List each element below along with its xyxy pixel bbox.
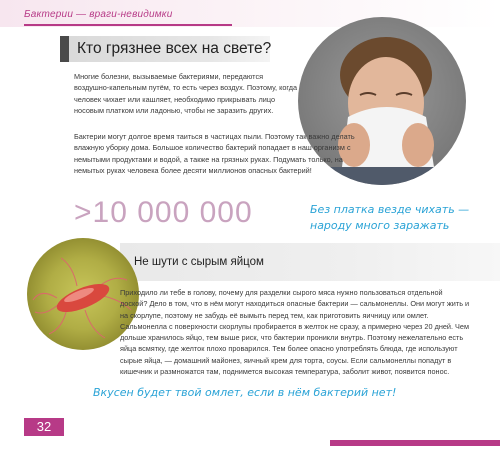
page-number: 32 [36, 419, 52, 434]
header-rule [24, 24, 232, 26]
running-title: Бактерии — враги-невидимки [24, 9, 173, 20]
paragraph-salmonella: Приходило ли тебе в голову, почему для разделки сырого мяса нужно пользоваться отдельной доской? Дело в том, что в нём могут находиться опасные бактерии — сальмонеллы. Они могут жить и на скорлупе, поэтому не забудь её вымыть перед тем, как приготовить яичницу или омлет. Сальмонелла с поверхности скорлупы пробирается в желток не сразу, а примерно через 20 дней. Чем дольше хранилось яйцо, тем выше риск, что бактерии проникли внутрь. Поэтому нежелательно есть яйца всмятку, где желток плохо проварился. Тем более опасно употреблять блюда, где используют сырые яйца, — домашний майонез, яичный крем для торта, соусы. Если сальмонеллы попадут в кишечник и размножатся там, поднимется высокая температура, заболит живот, появится понос. [120, 288, 470, 377]
slogan-omelet: Вкусен будет твой омлет, если в нём бактерий нет! [93, 386, 397, 399]
article-title: Кто грязнее всех на свете? [77, 40, 272, 57]
section2-title: Не шути с сырым яйцом [134, 256, 264, 268]
footer-rule [330, 440, 500, 446]
paragraph-1: Многие болезни, вызываемые бактериями, передаются воздушно-капельным путём, то есть через воздух. Поэтому, когда человек чихает или кашляет, необходимо прикрывать лицо носовым платком или ладонью, чтобы не заразить других. [74, 72, 298, 116]
title-marker [60, 36, 69, 62]
paragraph-2: Бактерии могут долгое время таиться в частицах пыли. Поэтому так важно делать влажную уборку дома. Большое количество бактерий попадает в наш организм с немытыми продуктами и водой, а также на грязных руках. Подумать только, на немытых руках человека более десяти миллионов опасных бактерий! [74, 132, 355, 176]
bacteria-count: >10 000 000 [74, 196, 253, 229]
slogan-sneeze: Без платка везде чихать — народу много заражать [310, 203, 470, 232]
